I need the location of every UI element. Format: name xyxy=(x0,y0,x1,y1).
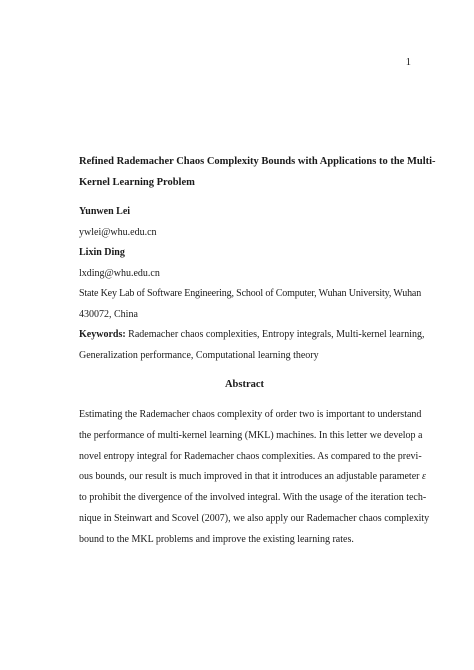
keywords-line: Generalization performance, Computational learning theory xyxy=(79,349,319,361)
page-number: 1 xyxy=(405,57,411,68)
author-email: lxding@whu.edu.cn xyxy=(79,267,160,279)
abstract-line: to prohibit the divergence of the involved integral. With the usage of the iteration tech- xyxy=(79,492,427,504)
author-name: Lixin Ding xyxy=(79,247,125,258)
keywords-text: Rademacher chaos complexities, Entropy integrals, Multi-kernel learning, xyxy=(128,329,425,340)
author-block xyxy=(79,202,425,366)
title-line: Refined Rademacher Chaos Complexity Bounds with Applications to the Multi- xyxy=(79,156,436,167)
abstract-line: bound to the MKL problems and improve the existing learning rates. xyxy=(79,533,354,545)
abstract-line: novel entropy integral for Rademacher chaos complexities. As compared to the previ- xyxy=(79,450,422,462)
author-email: ywlei@whu.edu.cn xyxy=(79,226,157,238)
affiliation-line: State Key Lab of Software Engineering, School of Computer, Wuhan University, Wuhan xyxy=(79,288,422,299)
abstract-line-with-symbol xyxy=(79,467,426,488)
abstract-body xyxy=(79,405,430,551)
affiliation-line: 430072, China xyxy=(79,308,138,320)
abstract-line-text: ous bounds, our result is much improved in that it introduces an adjustable parameter xyxy=(79,471,420,483)
paper-title xyxy=(79,151,436,193)
abstract-line: nique in Steinwart and Scovel (2007), we also apply our Rademacher chaos complexity xyxy=(79,512,430,524)
author-name: Yunwen Lei xyxy=(79,206,131,217)
title-line: Kernel Learning Problem xyxy=(79,177,195,188)
keywords-label: Keywords: xyxy=(79,329,126,340)
abstract-line: Estimating the Rademacher chaos complexity of order two is important to understand xyxy=(79,409,422,420)
keywords-line xyxy=(79,325,425,346)
abstract-heading: Abstract xyxy=(224,379,265,390)
epsilon-symbol: ε xyxy=(421,471,426,483)
abstract-line: the performance of multi-kernel learning (MKL) machines. In this letter we develop a xyxy=(79,429,423,441)
